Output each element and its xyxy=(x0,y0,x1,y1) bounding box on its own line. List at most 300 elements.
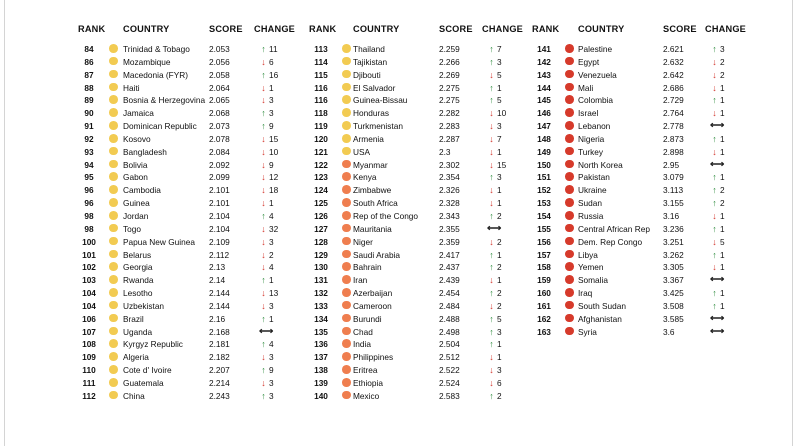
red-dot-icon xyxy=(565,198,574,207)
table-row xyxy=(309,197,524,210)
score-cell: 3.113 xyxy=(663,185,684,196)
score-cell: 2.181 xyxy=(209,339,230,350)
table-row xyxy=(309,82,524,95)
change-cell xyxy=(259,185,278,195)
change-value: 1 xyxy=(720,146,725,157)
country-cell: Jamaica xyxy=(123,108,154,119)
rank-cell: 132 xyxy=(314,288,328,299)
table-row xyxy=(78,133,293,146)
country-cell: Haiti xyxy=(123,82,140,93)
change-value: 5 xyxy=(497,95,502,106)
arrow-up-icon: ↑ xyxy=(489,249,494,260)
change-cell xyxy=(487,224,501,234)
table-row xyxy=(78,390,293,403)
table-header xyxy=(309,22,524,36)
rank-cell: 158 xyxy=(537,262,551,273)
score-cell: 2.512 xyxy=(439,352,460,363)
country-cell: Bahrain xyxy=(353,262,382,273)
score-cell: 2.099 xyxy=(209,172,230,183)
country-cell: Tajikistan xyxy=(353,56,388,67)
rank-cell: 130 xyxy=(314,262,328,273)
arrow-down-icon: ↓ xyxy=(489,159,494,170)
change-value: 3 xyxy=(269,236,274,247)
rank-cell: 124 xyxy=(314,185,328,196)
red-dot-icon xyxy=(565,83,574,92)
table-row xyxy=(78,159,293,172)
score-cell: 2.207 xyxy=(209,365,230,376)
change-value: 3 xyxy=(497,56,502,67)
yellow-dot-icon xyxy=(109,391,118,400)
country-cell: Lebanon xyxy=(578,121,611,132)
red-dot-icon xyxy=(565,224,574,233)
change-cell xyxy=(487,288,502,298)
change-value: 6 xyxy=(269,56,274,67)
score-cell: 2.287 xyxy=(439,133,460,144)
change-value: 1 xyxy=(497,185,502,196)
change-value: 3 xyxy=(269,352,274,363)
country-cell: Iran xyxy=(353,275,368,286)
score-cell: 3.16 xyxy=(663,210,680,221)
rank-cell: 94 xyxy=(84,159,94,170)
score-cell: 2.686 xyxy=(663,82,684,93)
arrow-down-icon: ↓ xyxy=(261,377,266,388)
table-row xyxy=(532,300,747,313)
rank-cell: 162 xyxy=(537,313,551,324)
country-cell: Uzbekistan xyxy=(123,300,165,311)
table-row xyxy=(309,377,524,390)
change-value: 5 xyxy=(497,69,502,80)
country-cell: USA xyxy=(353,146,371,157)
rank-cell: 129 xyxy=(314,249,328,260)
table-row xyxy=(309,249,524,262)
score-cell: 3.236 xyxy=(663,223,684,234)
change-cell xyxy=(487,339,502,349)
change-cell xyxy=(487,198,502,208)
arrow-down-icon: ↓ xyxy=(489,236,494,247)
yellow-dot-icon xyxy=(342,147,351,156)
change-value: 2 xyxy=(720,56,725,67)
no-change-icon: ⟷ xyxy=(259,325,274,337)
table-row xyxy=(309,210,524,223)
country-cell: Cameroon xyxy=(353,300,392,311)
country-cell: Israel xyxy=(578,108,599,119)
change-value: 3 xyxy=(497,121,502,132)
rank-cell: 104 xyxy=(82,288,96,299)
yellow-dot-icon xyxy=(109,70,118,79)
rank-cell: 153 xyxy=(537,198,551,209)
score-cell: 2.13 xyxy=(209,262,226,273)
table-row xyxy=(309,351,524,364)
rank-cell: 160 xyxy=(537,288,551,299)
score-cell: 2.283 xyxy=(439,121,460,132)
score-cell: 2.058 xyxy=(209,69,230,80)
orange-dot-icon xyxy=(342,224,351,233)
yellow-dot-icon xyxy=(109,134,118,143)
change-value: 16 xyxy=(269,69,279,80)
score-cell: 2.764 xyxy=(663,108,684,119)
score-cell: 2.084 xyxy=(209,146,230,157)
change-cell xyxy=(487,327,502,337)
change-cell xyxy=(487,262,502,272)
country-cell: Chad xyxy=(353,326,373,337)
score-cell: 2.583 xyxy=(439,390,460,401)
table-row xyxy=(532,56,747,69)
red-dot-icon xyxy=(565,301,574,310)
rank-cell: 88 xyxy=(84,82,94,93)
score-cell: 2.064 xyxy=(209,82,230,93)
change-cell xyxy=(259,314,274,324)
change-value: 9 xyxy=(269,159,274,170)
table-row xyxy=(309,274,524,287)
change-cell xyxy=(259,108,274,118)
rank-cell: 98 xyxy=(84,223,94,234)
score-cell: 3.079 xyxy=(663,172,684,183)
arrow-up-icon: ↑ xyxy=(489,210,494,221)
rank-cell: 121 xyxy=(314,146,328,157)
score-cell: 2.269 xyxy=(439,69,460,80)
score-cell: 2.873 xyxy=(663,133,684,144)
rank-cell: 137 xyxy=(314,352,328,363)
change-cell xyxy=(487,172,502,182)
table-row xyxy=(532,120,747,133)
yellow-dot-icon xyxy=(109,365,118,374)
arrow-down-icon: ↓ xyxy=(712,236,717,247)
country-cell: Afghanistan xyxy=(578,313,622,324)
arrow-down-icon: ↓ xyxy=(261,288,266,299)
country-cell: Sudan xyxy=(578,198,602,209)
arrow-up-icon: ↑ xyxy=(489,288,494,299)
table-row xyxy=(532,261,747,274)
arrow-down-icon: ↓ xyxy=(261,146,266,157)
change-value: 1 xyxy=(720,82,725,93)
orange-dot-icon xyxy=(342,237,351,246)
header-rank: RANK xyxy=(532,24,560,34)
score-cell: 2.109 xyxy=(209,236,230,247)
rank-cell: 92 xyxy=(84,133,94,144)
change-value: 2 xyxy=(497,288,502,299)
change-cell xyxy=(487,108,506,118)
arrow-down-icon: ↓ xyxy=(261,223,266,234)
change-value: 3 xyxy=(269,300,274,311)
change-value: 1 xyxy=(269,275,274,286)
orange-dot-icon xyxy=(342,339,351,348)
arrow-up-icon: ↑ xyxy=(261,44,266,54)
red-dot-icon xyxy=(565,262,574,271)
arrow-up-icon: ↑ xyxy=(261,313,266,324)
arrow-up-icon: ↑ xyxy=(712,172,717,183)
country-cell: Central African Rep xyxy=(578,223,650,234)
arrow-down-icon: ↓ xyxy=(261,133,266,144)
header-score: SCORE xyxy=(439,24,473,34)
score-cell: 2.454 xyxy=(439,288,460,299)
change-cell xyxy=(710,108,725,118)
page-border-right xyxy=(792,0,793,446)
arrow-down-icon: ↓ xyxy=(489,275,494,286)
rank-cell: 100 xyxy=(82,236,96,247)
red-dot-icon xyxy=(565,108,574,117)
change-value: 4 xyxy=(269,262,274,273)
rank-cell: 111 xyxy=(82,377,96,388)
change-cell xyxy=(487,57,502,67)
change-cell xyxy=(259,224,278,234)
country-cell: South Sudan xyxy=(578,300,626,311)
arrow-up-icon: ↑ xyxy=(712,300,717,311)
rank-cell: 141 xyxy=(537,44,551,54)
country-cell: Guinea-Bissau xyxy=(353,95,408,106)
country-cell: Mauritania xyxy=(353,223,392,234)
country-cell: Djibouti xyxy=(353,69,381,80)
yellow-dot-icon xyxy=(109,352,118,361)
country-cell: Colombia xyxy=(578,95,614,106)
arrow-up-icon: ↑ xyxy=(489,172,494,183)
country-cell: Dominican Republic xyxy=(123,121,197,132)
table-row xyxy=(532,313,747,326)
arrow-down-icon: ↓ xyxy=(489,377,494,388)
yellow-dot-icon xyxy=(109,314,118,323)
table-row xyxy=(78,171,293,184)
change-value: 5 xyxy=(720,236,725,247)
change-cell xyxy=(710,275,724,285)
rank-cell: 109 xyxy=(82,352,96,363)
change-value: 3 xyxy=(497,326,502,337)
rank-cell: 122 xyxy=(314,159,328,170)
yellow-dot-icon xyxy=(342,134,351,143)
table-row xyxy=(532,171,747,184)
table-row xyxy=(532,326,747,339)
change-value: 3 xyxy=(269,390,274,401)
arrow-down-icon: ↓ xyxy=(261,95,266,106)
rank-cell: 84 xyxy=(84,44,94,54)
orange-dot-icon xyxy=(342,378,351,387)
yellow-dot-icon xyxy=(109,339,118,348)
change-cell xyxy=(710,262,725,272)
country-cell: Palestine xyxy=(578,44,613,54)
score-cell: 2.182 xyxy=(209,352,230,363)
score-cell: 2.101 xyxy=(209,185,230,196)
change-cell xyxy=(259,378,274,388)
score-cell: 2.16 xyxy=(209,313,226,324)
change-value: 2 xyxy=(497,390,502,401)
yellow-dot-icon xyxy=(109,211,118,220)
change-cell xyxy=(710,314,724,324)
arrow-down-icon: ↓ xyxy=(489,185,494,196)
country-cell: Ethiopia xyxy=(353,377,383,388)
change-value: 10 xyxy=(497,108,507,119)
yellow-dot-icon xyxy=(109,327,118,336)
red-dot-icon xyxy=(565,237,574,246)
change-value: 9 xyxy=(269,365,274,376)
rank-cell: 106 xyxy=(82,313,96,324)
country-cell: Thailand xyxy=(353,44,385,54)
change-cell xyxy=(487,70,502,80)
change-cell xyxy=(487,391,502,401)
score-cell: 2.621 xyxy=(663,44,684,54)
table-row xyxy=(532,69,747,82)
table-row xyxy=(78,43,293,56)
orange-dot-icon xyxy=(342,314,351,323)
yellow-dot-icon xyxy=(109,95,118,104)
change-cell xyxy=(259,121,274,131)
change-cell xyxy=(710,288,725,298)
change-cell xyxy=(710,44,725,54)
score-cell: 2.065 xyxy=(209,95,230,106)
orange-dot-icon xyxy=(342,198,351,207)
score-cell: 2.168 xyxy=(209,326,230,337)
country-cell: Kenya xyxy=(353,172,377,183)
table-row xyxy=(78,300,293,313)
change-cell xyxy=(259,211,274,221)
score-cell: 2.343 xyxy=(439,210,460,221)
score-cell: 2.355 xyxy=(439,223,460,234)
change-cell xyxy=(710,160,724,170)
rank-table-1 xyxy=(78,22,296,401)
change-cell xyxy=(487,83,502,93)
table-row xyxy=(78,313,293,326)
score-cell: 2.439 xyxy=(439,275,460,286)
red-dot-icon xyxy=(565,121,574,130)
orange-dot-icon xyxy=(342,327,351,336)
score-cell: 2.484 xyxy=(439,300,460,311)
change-cell xyxy=(487,211,502,221)
arrow-down-icon: ↓ xyxy=(712,82,717,93)
change-value: 2 xyxy=(720,185,725,196)
rank-cell: 116 xyxy=(314,82,328,93)
table-row xyxy=(309,43,524,56)
change-cell xyxy=(487,301,502,311)
country-cell: Macedonia (FYR) xyxy=(123,69,189,80)
table-row xyxy=(532,133,747,146)
red-dot-icon xyxy=(565,134,574,143)
country-cell: Yemen xyxy=(578,262,604,273)
change-cell xyxy=(259,198,274,208)
change-cell xyxy=(487,95,502,105)
orange-dot-icon xyxy=(342,275,351,284)
rank-cell: 90 xyxy=(84,108,94,119)
change-value: 15 xyxy=(497,159,507,170)
table-row xyxy=(78,197,293,210)
change-value: 1 xyxy=(720,262,725,273)
change-cell xyxy=(259,172,278,182)
arrow-down-icon: ↓ xyxy=(489,198,494,209)
red-dot-icon xyxy=(565,275,574,284)
change-cell xyxy=(259,134,278,144)
table-row xyxy=(532,210,747,223)
change-cell xyxy=(487,185,502,195)
arrow-down-icon: ↓ xyxy=(489,108,494,119)
yellow-dot-icon xyxy=(342,83,351,92)
table-row xyxy=(532,223,747,236)
rank-cell: 127 xyxy=(314,223,328,234)
change-cell xyxy=(710,211,725,221)
arrow-down-icon: ↓ xyxy=(489,300,494,311)
red-dot-icon xyxy=(565,160,574,169)
orange-dot-icon xyxy=(342,365,351,374)
country-cell: Algeria xyxy=(123,352,149,363)
score-cell: 3.305 xyxy=(663,262,684,273)
table-row xyxy=(309,223,524,236)
change-value: 2 xyxy=(497,210,502,221)
arrow-down-icon: ↓ xyxy=(261,185,266,196)
table-row xyxy=(532,94,747,107)
country-cell: Mali xyxy=(578,82,594,93)
arrow-up-icon: ↑ xyxy=(261,108,266,119)
change-cell xyxy=(710,83,725,93)
change-value: 2 xyxy=(720,198,725,209)
country-cell: Bangladesh xyxy=(123,146,167,157)
table-row xyxy=(309,326,524,339)
yellow-dot-icon xyxy=(109,224,118,233)
arrow-down-icon: ↓ xyxy=(712,210,717,221)
rank-cell: 107 xyxy=(82,326,96,337)
rank-cell: 155 xyxy=(537,223,551,234)
table-row xyxy=(309,300,524,313)
no-change-icon: ⟷ xyxy=(710,325,725,337)
table-row xyxy=(309,338,524,351)
rank-cell: 104 xyxy=(82,300,96,311)
table-row xyxy=(78,364,293,377)
table-row xyxy=(309,56,524,69)
rank-cell: 147 xyxy=(537,121,551,132)
table-row xyxy=(309,313,524,326)
header-change: CHANGE xyxy=(254,24,296,34)
rank-cell: 113 xyxy=(314,44,328,54)
yellow-dot-icon xyxy=(109,44,118,53)
score-cell: 2.302 xyxy=(439,159,460,170)
country-cell: Georgia xyxy=(123,262,153,273)
score-cell: 2.073 xyxy=(209,121,230,132)
orange-dot-icon xyxy=(342,352,351,361)
table-row xyxy=(78,223,293,236)
change-value: 3 xyxy=(720,44,725,54)
score-cell: 3.262 xyxy=(663,249,684,260)
country-cell: Zimbabwe xyxy=(353,185,392,196)
arrow-up-icon: ↑ xyxy=(261,339,266,350)
arrow-down-icon: ↓ xyxy=(261,352,266,363)
country-cell: Libya xyxy=(578,249,598,260)
table-row xyxy=(78,236,293,249)
score-cell: 3.425 xyxy=(663,288,684,299)
header-change: CHANGE xyxy=(705,24,747,34)
arrow-up-icon: ↑ xyxy=(261,121,266,132)
country-cell: Bosnia & Herzegovina xyxy=(123,95,206,106)
table-row xyxy=(309,120,524,133)
score-cell: 2.642 xyxy=(663,69,684,80)
change-value: 1 xyxy=(497,198,502,209)
change-cell xyxy=(487,147,502,157)
score-cell: 2.104 xyxy=(209,210,230,221)
rank-cell: 157 xyxy=(537,249,551,260)
change-value: 3 xyxy=(497,365,502,376)
change-cell xyxy=(259,147,278,157)
rank-cell: 138 xyxy=(314,365,328,376)
change-cell xyxy=(710,250,725,260)
table-row xyxy=(309,94,524,107)
table-row xyxy=(532,159,747,172)
yellow-dot-icon xyxy=(109,237,118,246)
arrow-down-icon: ↓ xyxy=(712,108,717,119)
table-row xyxy=(78,82,293,95)
arrow-up-icon: ↑ xyxy=(712,223,717,234)
arrow-down-icon: ↓ xyxy=(489,365,494,376)
score-cell: 2.632 xyxy=(663,56,684,67)
country-cell: North Korea xyxy=(578,159,623,170)
change-value: 3 xyxy=(269,95,274,106)
change-cell xyxy=(487,160,506,170)
arrow-up-icon: ↑ xyxy=(261,210,266,221)
orange-dot-icon xyxy=(342,262,351,271)
arrow-up-icon: ↑ xyxy=(489,339,494,350)
score-cell: 2.243 xyxy=(209,390,230,401)
